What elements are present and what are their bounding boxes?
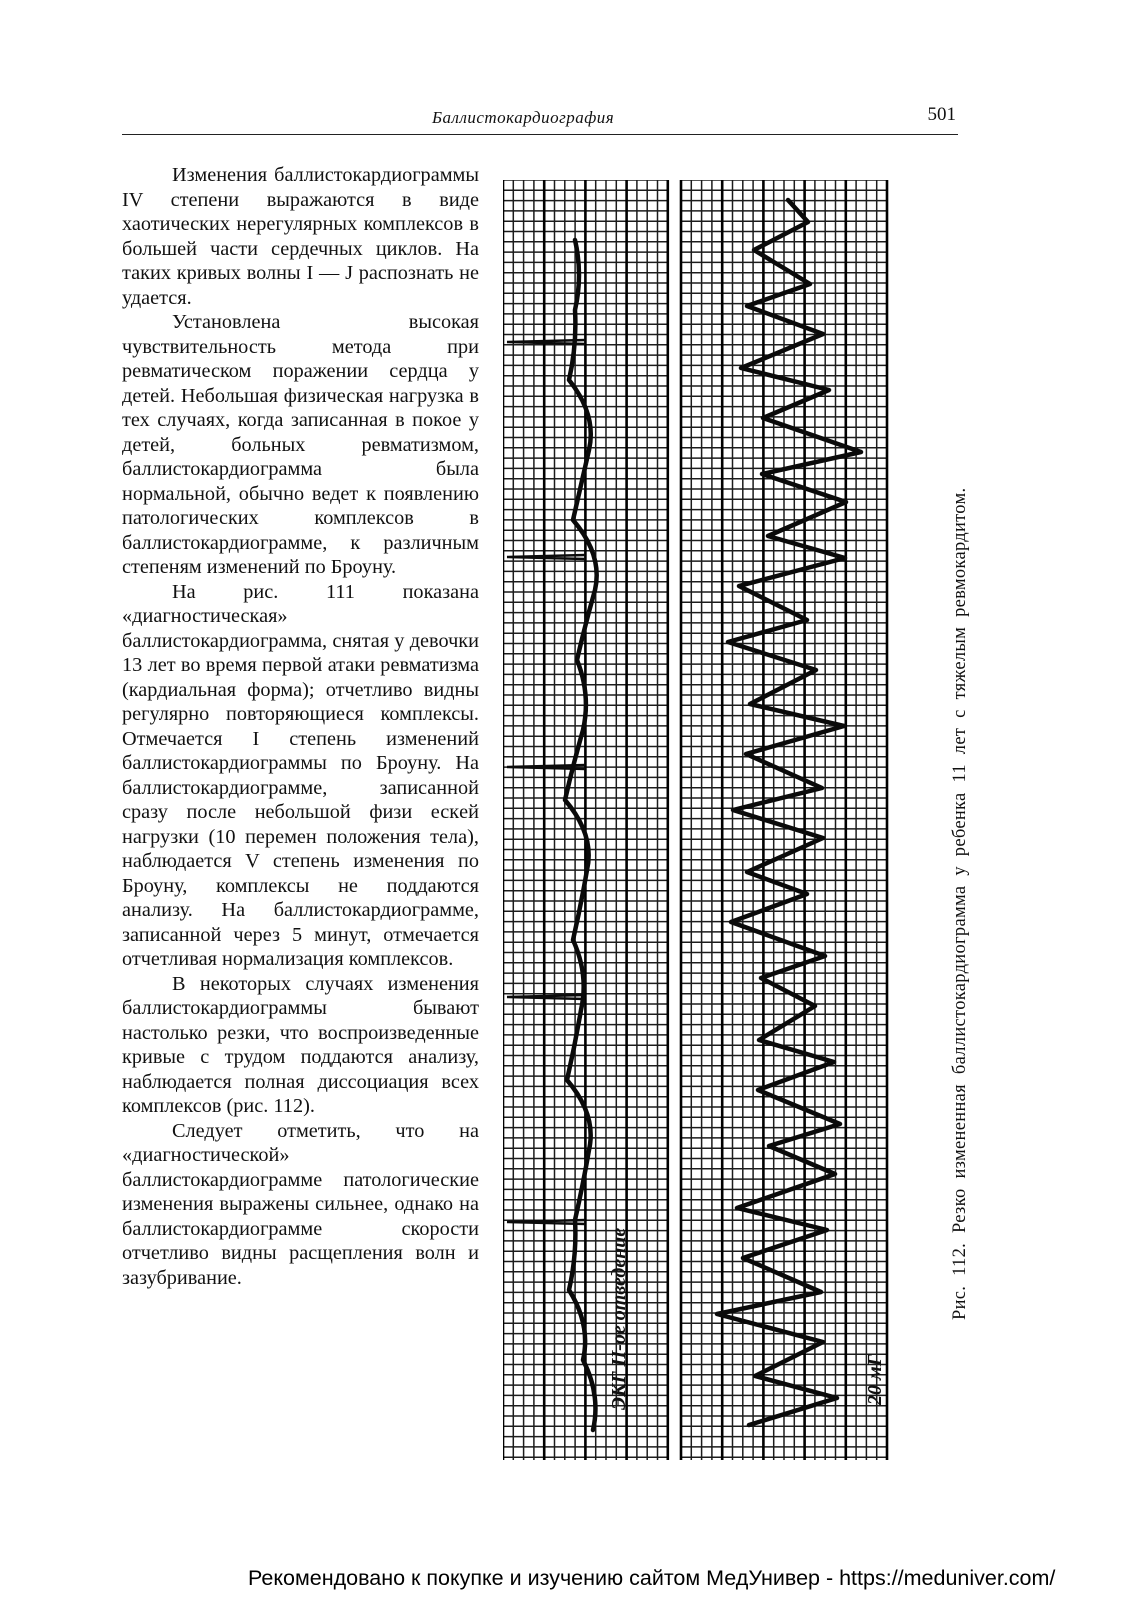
- footer-recommendation: Рекомендовано к покупке и изучению сайтом МедУнивер - https://meduniver.com/: [248, 1566, 1056, 1590]
- grid-major-lines: [503, 180, 668, 1460]
- ecg-grid: [503, 180, 668, 1460]
- bcg-grid: [681, 180, 888, 1460]
- paragraph-5: Следует отметить, что на «диагностической» баллистокардиограмме патологические изменения выражены сильнее, однако на баллистокардиограмме скорости отчетливо видны расщепления волн и зазубривание.: [122, 1119, 479, 1289]
- running-head: [122, 100, 958, 135]
- ecg-r-spike: [507, 995, 585, 999]
- body-text: [122, 163, 479, 1290]
- ecg-lead-label: ЭКГ II-ое отведение: [608, 1227, 630, 1410]
- ballistocardiogram-figure: [503, 180, 943, 1460]
- paragraph-2: Установлена высокая чувствительность метода при ревматическом поражении сердца у детей. Небольшая физическая нагрузка в тех случаях, когда записанная в покое у детей, больных ревматизмом, баллистокардиограмма была нормальной, обычно ведет к появлению патологических комплексов в баллистокардиограмме, к различным степеням изменений по Броуну.: [122, 311, 479, 578]
- paragraph-4: В некоторых случаях изменения баллистокардиограммы бывают настолько резки, что воспроизведенные кривые с трудом поддаются анализу, наблюдается полная диссоциация всех комплексов (рис. 112).: [122, 972, 479, 1117]
- paragraph-1: Изменения баллистокардиограммы IV степени выражаются в виде хаотических нерегулярных комплексов в большей части сердечных циклов. На таких кривых волны I — J распознать не удается.: [122, 164, 479, 309]
- figure-112: [503, 180, 943, 1460]
- running-title: Баллистокардиография: [432, 108, 615, 127]
- paragraph-3: На рис. 111 показана «диагностическая» баллистокардиограмма, снятая у девочки 13 лет во время первой атаки ревматизма (кардиальная форма); отчетливо видны регулярно повторяющиеся комплексы. Отмечается I степень изменений баллистокардиограммы по Броуну. На баллистокардиограмме, записанной сразу после небольшой физи ескeй нагрузки (10 перемен положения тела), наблюдается V степень изменения по Броуну, комплексы не поддаются анализу. На баллистокардиограмме, записанной через 5 минут, отмечается отчетливая нормализация комплексов.: [122, 580, 479, 970]
- page-number: 501: [927, 104, 956, 125]
- bcg-scale-label: 20 мГ: [864, 1354, 886, 1405]
- grid-lines: [681, 180, 888, 1460]
- figure-caption: Рис. 112. Резко измененная баллистокардиограмма у ребенка 11 лет с тяжелым ревмокардитом.: [950, 487, 970, 1320]
- ecg-r-spike: [507, 555, 585, 559]
